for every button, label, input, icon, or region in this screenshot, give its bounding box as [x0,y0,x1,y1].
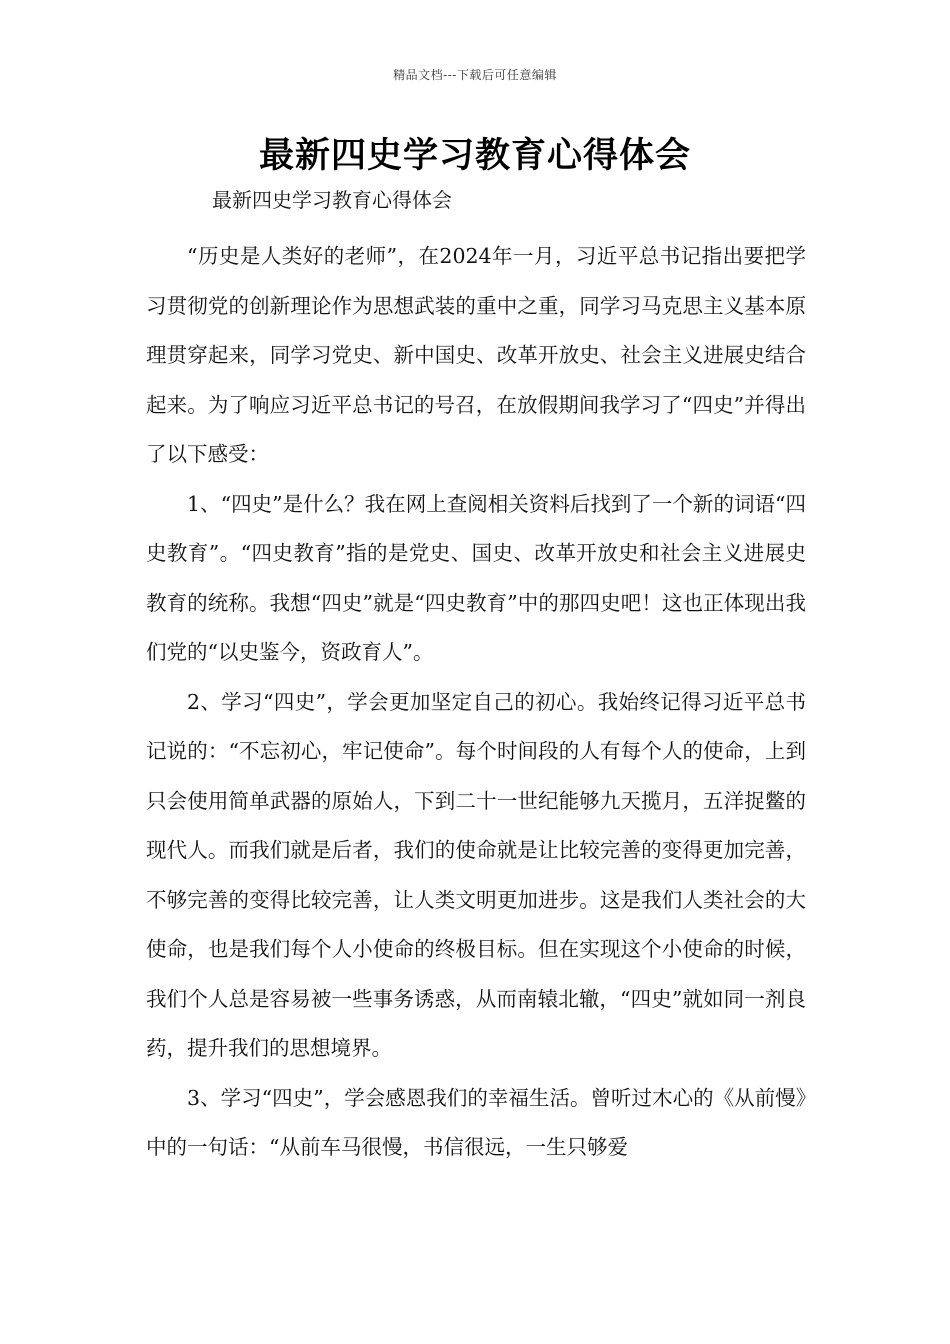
paragraph-intro: “历史是人类好的老师”，在2024年一月，习近平总书记指出要把学习贯彻党的创新理论作为思想武装的重中之重，同学习马克思主义基本原理贯穿起来，同学习党史、新中国史、改革开放史、社会主义进展史结合起来。为了响应习近平总书记的号召，在放假期间我学习了“四史”并得出了以下感受： [146,244,806,466]
paragraph-3: 3、学习“四史”，学会感恩我们的幸福生活。曾听过木心的《从前慢》中的一句话：“从前车马很慢，书信很远，一生只够爱 [146,1085,806,1159]
paragraph-1: 1、“四史”是什么？我在网上查阅相关资料后找到了一个新的词语“四史教育”。“四史教育”指的是党史、国史、改革开放史和社会主义进展史教育的统称。我想“四史”就是“四史教育”中的那四史吧！这也正体现出我们党的“以史鉴今，资政育人”。 [146,491,806,664]
document-subtitle: 最新四史学习教育心得体会 [212,188,452,212]
document-body [146,232,806,1173]
header-note: 精品文档---下载后可任意编辑 [393,68,557,82]
paragraph-2: 2、学习“四史”，学会更加坚定自己的初心。我始终记得习近平总书记说的：“不忘初心，牢记使命”。每个时间段的人有每个人的使命，上到只会使用简单武器的原始人，下到二十一世纪能够九天揽月，五洋捉鳖的现代人。而我们就是后者，我们的使命就是让比较完善的变得更加完善，不够完善的变得比较完善，让人类文明更加进步。这是我们人类社会的大使命，也是我们每个人小使命的终极目标。但在实现这个小使命的时候，我们个人总是容易被一些事务诱惑，从而南辕北辙，“四史”就如同一剂良药，提升我们的思想境界。 [146,689,806,1060]
document-title: 最新四史学习教育心得体会 [258,136,691,176]
